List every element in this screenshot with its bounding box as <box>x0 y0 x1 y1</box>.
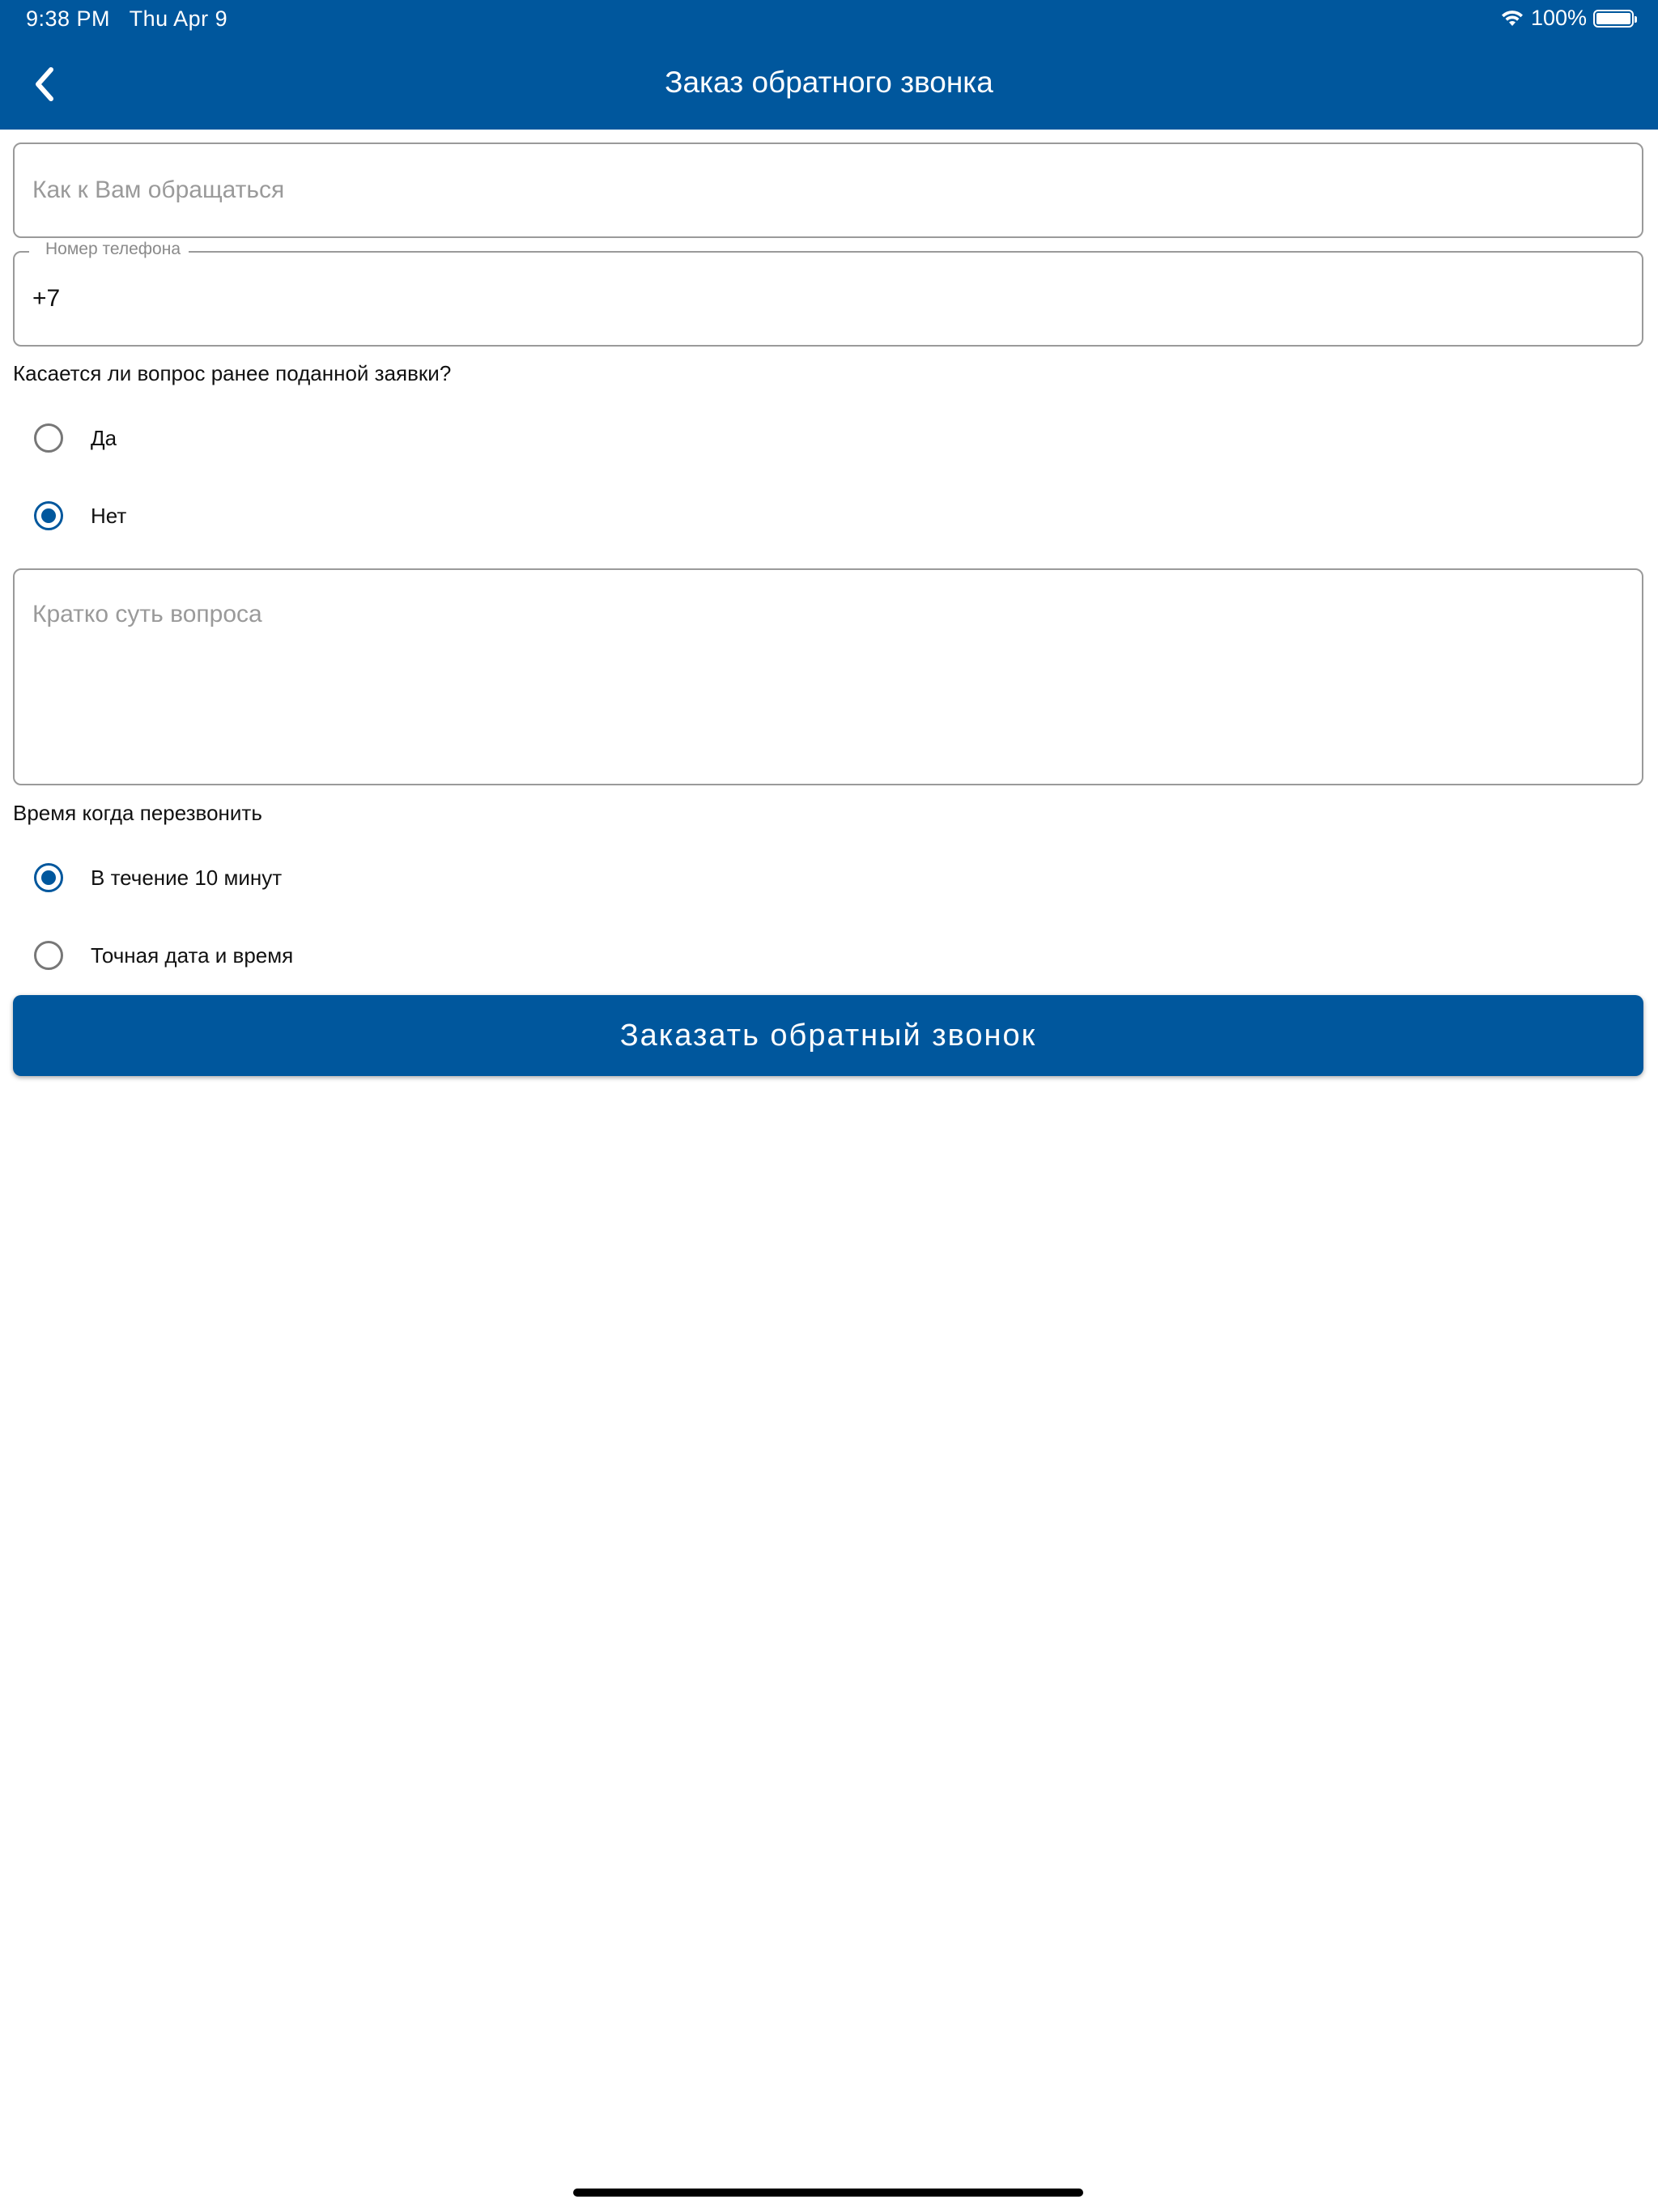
radio-previous-no[interactable] <box>34 501 126 530</box>
home-indicator[interactable] <box>573 2189 1083 2197</box>
phone-input[interactable] <box>32 253 1624 345</box>
battery-percent: 100% <box>1530 6 1587 30</box>
radio-label-exact-datetime: Точная дата и время <box>91 942 294 968</box>
radio-label-within-10-minutes: В течение 10 минут <box>91 865 283 890</box>
radio-selected-dot <box>41 508 56 523</box>
wifi-icon <box>1500 10 1524 28</box>
radio-button[interactable] <box>34 863 63 892</box>
radio-button[interactable] <box>34 423 63 453</box>
name-input[interactable] <box>32 144 1624 236</box>
radio-label-no: Нет <box>91 503 127 528</box>
battery-icon <box>1593 10 1634 28</box>
app-header <box>0 0 1658 130</box>
name-field[interactable] <box>13 143 1643 238</box>
radio-button[interactable] <box>34 941 63 970</box>
radio-exact-datetime[interactable] <box>34 941 293 970</box>
back-button[interactable] <box>24 58 65 110</box>
battery-level <box>1596 13 1630 24</box>
submit-callback-button[interactable]: Заказать обратный звонок <box>13 995 1643 1076</box>
chevron-left-icon <box>33 66 56 102</box>
phone-field[interactable] <box>13 240 1643 347</box>
previous-request-label: Касается ли вопрос ранее поданной заявки? <box>13 361 452 385</box>
radio-selected-dot <box>41 870 56 885</box>
page-title: Заказ обратного звонка <box>665 66 993 99</box>
question-field[interactable] <box>13 568 1643 785</box>
status-bar-time <box>26 6 227 32</box>
phone-field-legend: Номер телефона <box>29 240 189 259</box>
callback-time-label: Время когда перезвонить <box>13 801 262 825</box>
status-date-text: Thu Apr 9 <box>129 6 228 31</box>
status-bar-right <box>1500 6 1634 31</box>
radio-label-yes: Да <box>91 425 117 450</box>
status-time-text: 9:38 PM <box>26 6 111 31</box>
radio-button[interactable] <box>34 501 63 530</box>
radio-previous-yes[interactable] <box>34 423 117 453</box>
radio-within-10-minutes[interactable] <box>34 863 282 892</box>
question-textarea[interactable] <box>32 601 1624 771</box>
